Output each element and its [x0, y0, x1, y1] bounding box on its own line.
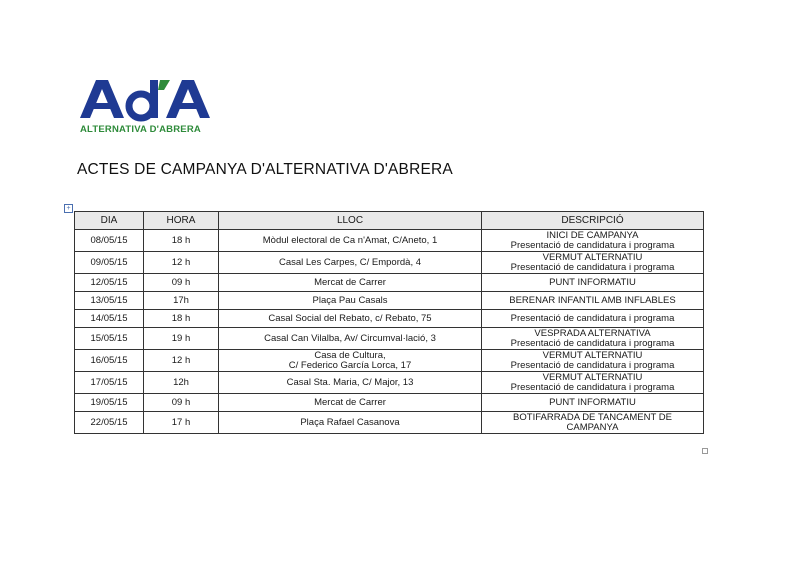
desc-line: Presentació de candidatura i programa: [510, 337, 675, 349]
cell-lloc: Plaça Rafael Casanova: [219, 412, 482, 434]
cell-dia: 19/05/15: [75, 394, 144, 412]
desc-line: Presentació de candidatura i programa: [510, 359, 675, 371]
header-lloc: LLOC: [219, 212, 482, 230]
desc-line: Presentació de candidatura i programa: [510, 239, 675, 251]
cell-dia: 13/05/15: [75, 292, 144, 310]
table-row: [75, 292, 704, 310]
cell-lloc: Casal Sta. Maria, C/ Major, 13: [219, 372, 482, 394]
cell-descripcio: [482, 328, 704, 350]
cell-lloc: Casal Can Vilalba, Av/ Circumval·lació, 3: [219, 328, 482, 350]
cell-descripcio: [482, 310, 704, 328]
table-row: [75, 412, 704, 434]
table-row: [75, 328, 704, 350]
page-title: ACTES DE CAMPANYA D'ALTERNATIVA D'ABRERA: [77, 161, 453, 178]
cell-hora: 09 h: [144, 274, 219, 292]
header-dia: DIA: [75, 212, 144, 230]
ada-logo-mark: [78, 76, 218, 122]
cell-dia: 12/05/15: [75, 274, 144, 292]
cell-hora: 18 h: [144, 310, 219, 328]
desc-line: BERENAR INFANTIL AMB INFLABLES: [509, 294, 676, 306]
cell-lloc: Mercat de Carrer: [219, 274, 482, 292]
desc-line: PUNT INFORMATIU: [549, 276, 636, 288]
desc-line: Presentació de candidatura i programa: [510, 261, 675, 273]
cell-lloc: Mòdul electoral de Ca n'Amat, C/Aneto, 1: [219, 230, 482, 252]
table-resize-handle[interactable]: [702, 448, 708, 454]
table-row: [75, 394, 704, 412]
desc-line: INICI DE CAMPANYA: [546, 229, 639, 241]
desc-line: VERMUT ALTERNATIU: [542, 251, 643, 263]
cell-lloc: Plaça Pau Casals: [219, 292, 482, 310]
cell-hora: 18 h: [144, 230, 219, 252]
cell-lloc: Mercat de Carrer: [219, 394, 482, 412]
desc-line: VESPRADA ALTERNATIVA: [534, 327, 651, 339]
cell-dia: 15/05/15: [75, 328, 144, 350]
table-row: [75, 230, 704, 252]
desc-line: VERMUT ALTERNATIU: [542, 349, 643, 361]
cell-hora: 12 h: [144, 350, 219, 372]
cell-descripcio: [482, 412, 704, 434]
logo-subtitle: ALTERNATIVA D'ABRERA: [80, 124, 201, 135]
header-descripcio: DESCRIPCIÓ: [482, 212, 704, 230]
lloc-line: Casa de Cultura,: [314, 349, 386, 361]
desc-line: VERMUT ALTERNATIU: [542, 371, 643, 383]
desc-line: PUNT INFORMATIU: [549, 396, 636, 408]
cell-hora: 19 h: [144, 328, 219, 350]
ada-logo: [78, 76, 218, 138]
cell-descripcio: [482, 350, 704, 372]
cell-hora: 17 h: [144, 412, 219, 434]
cell-hora: 09 h: [144, 394, 219, 412]
cell-dia: 17/05/15: [75, 372, 144, 394]
cell-dia: 08/05/15: [75, 230, 144, 252]
cell-dia: 16/05/15: [75, 350, 144, 372]
lloc-line: C/ Federico García Lorca, 17: [288, 359, 412, 371]
cell-lloc: Casal Social del Rebato, c/ Rebato, 75: [219, 310, 482, 328]
cell-hora: 17h: [144, 292, 219, 310]
table-row: [75, 310, 704, 328]
desc-line: CAMPANYA: [566, 421, 619, 433]
desc-line: Presentació de candidatura i programa: [510, 381, 675, 393]
table-row: [75, 252, 704, 274]
cell-descripcio: [482, 230, 704, 252]
cell-dia: 09/05/15: [75, 252, 144, 274]
cell-dia: 14/05/15: [75, 310, 144, 328]
cell-descripcio: [482, 292, 704, 310]
table-row: [75, 350, 704, 372]
table-row: [75, 372, 704, 394]
cell-dia: 22/05/15: [75, 412, 144, 434]
cell-descripcio: [482, 394, 704, 412]
table-row: [75, 274, 704, 292]
table-move-handle[interactable]: +: [64, 204, 73, 213]
header-hora: HORA: [144, 212, 219, 230]
cell-descripcio: [482, 274, 704, 292]
table-header-row: [75, 212, 704, 230]
cell-hora: 12 h: [144, 252, 219, 274]
desc-line: BOTIFARRADA DE TANCAMENT DE: [513, 411, 672, 423]
cell-descripcio: [482, 372, 704, 394]
cell-lloc: [219, 350, 482, 372]
desc-line: Presentació de candidatura i programa: [510, 312, 675, 324]
cell-lloc: Casal Les Carpes, C/ Empordà, 4: [219, 252, 482, 274]
cell-hora: 12h: [144, 372, 219, 394]
events-table: [74, 211, 704, 434]
cell-descripcio: [482, 252, 704, 274]
